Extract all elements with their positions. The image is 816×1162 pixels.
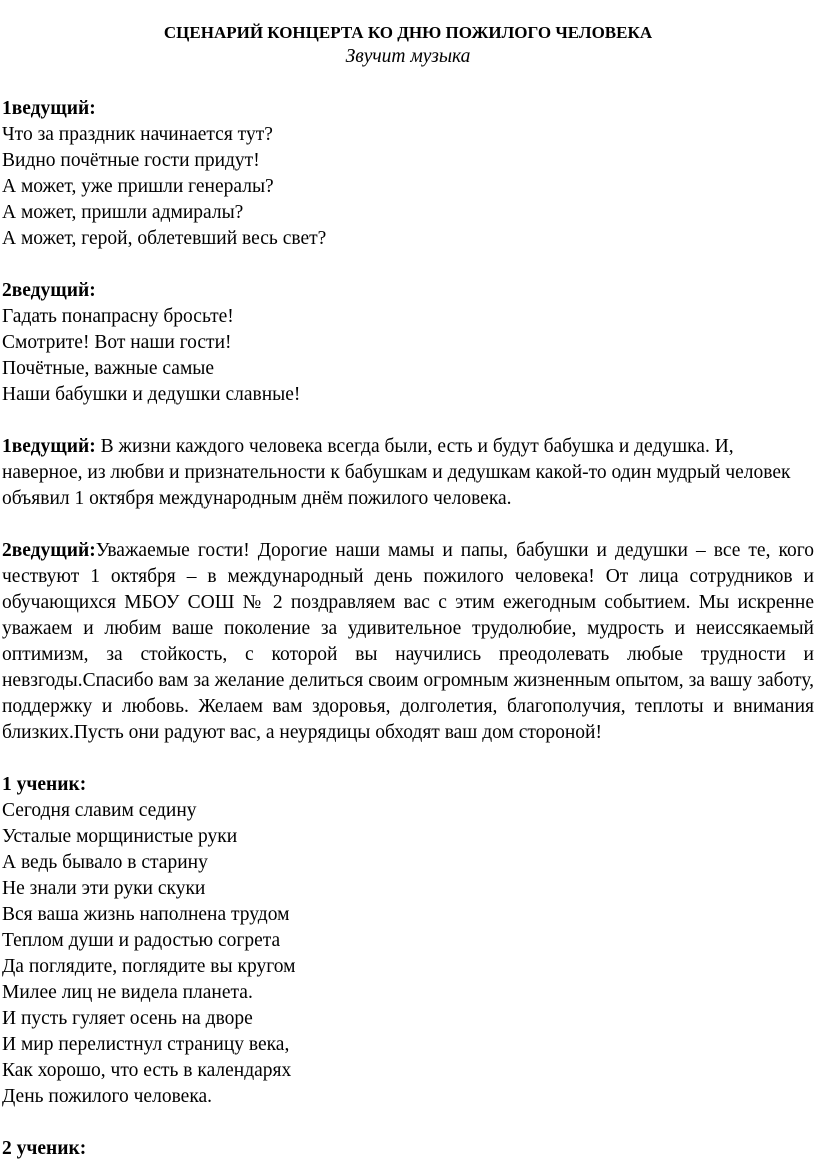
speaker-label: 1ведущий: — [2, 436, 96, 457]
paragraph-text: Уважаемые гости! Дорогие наши мамы и папы, бабушки и дедушки – все те, кого чествуют 1 октября – в международный день пожилого человека! От лица сотрудников и обучающихся МБОУ СОШ № 2 поздравляем вас с этим ежегодным событием. Мы искренне уважаем и любим ваше поколение за удивительное трудолюбие, мудрость и неиссякаемый оптимизм, за стойкость, с которой вы научились преодолевать любые трудности и невзгоды.Спасибо вам за желание делиться своим огромным жизненным опытом, за вашу заботу, поддержку и любовь. Желаем вам здоровья, долголетия, благополучия, теплоты и внимания близких.Пусть они радуют вас, а неурядицы обходят ваш дом стороной! — [2, 540, 814, 743]
verse-line: А может, уже пришли генералы? — [2, 176, 274, 197]
speaker-label: 2ведущий: — [2, 540, 96, 561]
verse-line: И мир перелистнул страницу века, — [2, 1034, 290, 1055]
speaker-block-student1-verse — [2, 772, 814, 1110]
verse-line: Гадать понапрасну бросьте! — [2, 306, 234, 327]
verse-line: И пусть гуляет осень на дворе — [2, 1008, 253, 1029]
speaker-block-host1-prose — [2, 434, 814, 512]
verse-line: День пожилого человека. — [2, 1086, 213, 1107]
paragraph-text: В жизни каждого человека всегда были, есть и будут бабушка и дедушка. И, наверное, из любви и признательности к бабушкам и дедушкам какой-то один мудрый человек объявил 1 октября международным днём пожилого человека. — [2, 436, 791, 509]
document-subtitle: Звучит музыка — [345, 46, 471, 67]
speaker-label: 1 ученик: — [2, 774, 87, 795]
speaker-label: 2ведущий: — [2, 280, 96, 301]
prose-paragraph — [2, 538, 814, 746]
verse-line: А ведь бывало в старину — [2, 852, 208, 873]
verse-line: Милее лиц не видела планета. — [2, 982, 253, 1003]
verse-line: Видно почётные гости придут! — [2, 150, 260, 171]
speaker-label: 2 ученик: — [2, 1138, 87, 1159]
verse-line: Не знали эти руки скуки — [2, 878, 206, 899]
speaker-block-host1-verse — [2, 96, 814, 252]
verse-line: Теплом души и радостью согрета — [2, 930, 281, 951]
verse-line: Сегодня славим седину — [2, 800, 197, 821]
speaker-block-host2-prose — [2, 538, 814, 746]
verse-line: Усталые морщинистые руки — [2, 826, 238, 847]
document-title: СЦЕНАРИЙ КОНЦЕРТА КО ДНЮ ПОЖИЛОГО ЧЕЛОВЕКА — [163, 23, 653, 42]
speaker-block-student2 — [2, 1136, 814, 1162]
speaker-label: 1ведущий: — [2, 98, 96, 119]
verse-line: Как хорошо, что есть в календарях — [2, 1060, 292, 1081]
verse-line: Смотрите! Вот наши гости! — [2, 332, 232, 353]
verse-line: Да поглядите, поглядите вы кругом — [2, 956, 296, 977]
verse-line: А может, герой, облетевший весь свет? — [2, 228, 327, 249]
speaker-block-host2-verse — [2, 278, 814, 408]
verse-line: Наши бабушки и дедушки славные! — [2, 384, 301, 405]
prose-paragraph — [2, 434, 814, 512]
verse-line: Вся ваша жизнь наполнена трудом — [2, 904, 290, 925]
verse-line: Почётные, важные самые — [2, 358, 215, 379]
verse-line: Что за праздник начинается тут? — [2, 124, 273, 145]
verse-line: А может, пришли адмиралы? — [2, 202, 244, 223]
